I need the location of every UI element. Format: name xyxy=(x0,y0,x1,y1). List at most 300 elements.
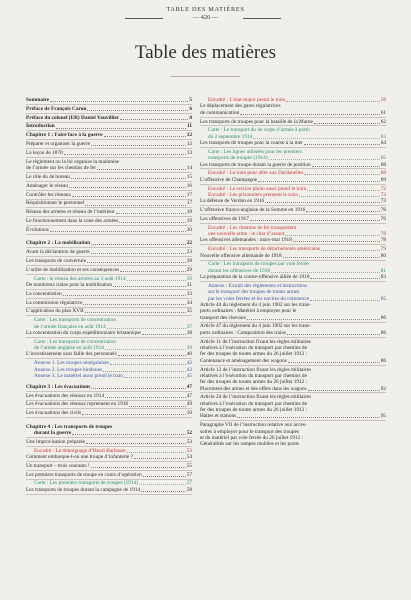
dot-leader xyxy=(283,257,380,258)
toc-entry-title: Réseau des armées et réseau de l’intérieur xyxy=(26,209,115,216)
dot-leader xyxy=(97,169,186,170)
toc-entry-title: La leçon de 1870 xyxy=(26,149,63,156)
dot-leader xyxy=(91,145,186,146)
toc-entry xyxy=(200,216,386,222)
toc-entry-page: 58 xyxy=(186,486,192,493)
toc-entry-page: 81 xyxy=(380,267,386,274)
entry-rule xyxy=(26,358,192,359)
toc-entry-page: 37 xyxy=(186,323,192,330)
toc-entry-page: 6 xyxy=(189,105,192,112)
dot-leader xyxy=(85,312,186,313)
toc-entry-page: 80 xyxy=(380,252,386,259)
dot-leader xyxy=(258,181,380,182)
toc-entry-title: Carte : Les premiers transports de troupes (1914) xyxy=(34,480,138,487)
toc-entry xyxy=(26,183,192,189)
toc-entry-page: 53 xyxy=(186,438,192,445)
toc-entry-page: 61 xyxy=(380,109,386,116)
toc-entry xyxy=(26,401,192,407)
entry-rule xyxy=(26,157,192,158)
entry-rule xyxy=(26,181,192,182)
toc-entry-title: Carte : Les transports de concentration xyxy=(34,317,116,324)
toc-entry-page: 69 xyxy=(380,176,386,183)
toc-entry-page: 68 xyxy=(380,161,386,168)
toc-entry xyxy=(200,162,386,168)
toc-entry-title: Généralités sur les rampes mobiles et les ponts xyxy=(200,441,299,448)
toc-entry-title: Paragraphe VII de l’instruction relative aux acces- xyxy=(200,422,307,429)
toc-entry-page: 63 xyxy=(380,133,386,140)
toc-entry-page: 73 xyxy=(380,198,386,205)
toc-entry-title: Article 24 de l’instruction fixant les règles militaires xyxy=(200,394,312,401)
toc-entry xyxy=(200,330,386,336)
toc-entry-page: 83 xyxy=(380,274,386,281)
toc-entry xyxy=(200,358,386,364)
toc-entry xyxy=(200,119,386,125)
toc-entry-page: 57 xyxy=(186,480,192,487)
entry-rule xyxy=(200,337,386,338)
toc-entry xyxy=(26,282,192,288)
entry-rule xyxy=(26,289,192,290)
toc-entry xyxy=(26,192,192,198)
toc-entry-page: 35 xyxy=(186,308,192,315)
toc-entry-page: 72 xyxy=(380,185,386,192)
toc-entry-title: Un transport – trois courants ! xyxy=(26,462,90,469)
dot-leader xyxy=(240,114,379,115)
toc-entry-title: durant les offensives de 1918 xyxy=(208,267,270,274)
entry-rule xyxy=(26,207,192,208)
toc-entry xyxy=(26,165,192,171)
dot-leader xyxy=(120,271,185,272)
toc-entry xyxy=(200,207,386,213)
toc-entry-title: sur le transport des troupes de toutes armes xyxy=(208,289,300,296)
dot-leader xyxy=(250,220,380,221)
toc-entry-title: Sommaire xyxy=(26,97,50,103)
toc-entry-title: L’investissement sans faille des personnels xyxy=(26,351,117,358)
dot-leader xyxy=(91,244,186,245)
page-number: — 420 — xyxy=(192,14,219,21)
toc-entry-title: Annexe : Extrait des règlements et instructions xyxy=(208,282,308,289)
entry-rule xyxy=(200,223,386,224)
toc-entry-title: Annexe 2. Les troupes hindoues xyxy=(34,366,103,373)
toc-entry xyxy=(26,308,192,314)
entry-rule xyxy=(200,281,386,282)
entry-rule xyxy=(200,117,386,118)
toc-entry xyxy=(26,393,192,399)
dot-leader xyxy=(85,205,185,206)
toc-entry-page: 86 xyxy=(380,314,386,321)
toc-entry-page: 52 xyxy=(186,429,192,436)
entry-rule xyxy=(26,148,192,149)
toc-entry xyxy=(26,439,192,445)
toc-entry-page: 38 xyxy=(186,329,192,336)
dot-leader xyxy=(120,119,188,120)
toc-entry-page: 43 xyxy=(186,366,192,373)
dot-leader xyxy=(118,355,186,356)
dot-leader xyxy=(50,231,186,232)
toc-entry xyxy=(26,300,192,306)
toc-entry-page: 31 xyxy=(186,281,192,288)
toc-entry-title: Aménager le réseau xyxy=(26,182,69,189)
dot-leader xyxy=(124,377,186,378)
toc-entry-page: 16 xyxy=(186,182,192,189)
toc-entry xyxy=(26,209,192,215)
entry-rule xyxy=(26,307,192,308)
toc-entry-title: de l’armée sur les chemins de fer xyxy=(26,165,97,172)
toc-left-column xyxy=(26,97,192,496)
toc-entry-title: Le règlement ou la loi organise la mainmise xyxy=(26,158,120,165)
dot-leader xyxy=(87,262,186,263)
toc-entry-title: Placement des armes et des effets dans les wagons xyxy=(200,385,307,392)
toc-entry-title: de l’armée française en août 1914 xyxy=(34,323,106,330)
toc-entry-page: 45 xyxy=(186,372,192,379)
toc-entry-title: Les offensives de 1917 xyxy=(200,215,249,222)
dot-leader xyxy=(127,280,186,281)
dot-leader xyxy=(104,136,186,137)
toc-entry-title: Article 11 de l’instruction fixant les règles militaires xyxy=(200,338,311,345)
toc-entry-title: Une improvisation préparée xyxy=(26,438,86,445)
toc-entry-page: 12 xyxy=(186,132,192,139)
entry-rule xyxy=(26,256,192,257)
toc-entry-title: Les transports de troupe durant la guerre de position xyxy=(200,161,311,168)
toc-entry xyxy=(26,487,192,493)
page-title: Table des matières xyxy=(134,42,277,63)
toc-entry-page: 8 xyxy=(189,114,192,121)
toc-entry-title: Carte : Le transport du 4e corps d’armée à partir xyxy=(208,127,311,134)
toc-entry-page: 64 xyxy=(380,140,386,147)
entry-rule xyxy=(200,147,386,148)
toc-entry xyxy=(26,218,192,224)
dot-leader xyxy=(304,144,380,145)
toc-entry xyxy=(200,253,386,259)
toc-entry-page: 33 xyxy=(186,290,192,297)
toc-entry-title: Annexe 1. Les troupes sénégalaises xyxy=(34,360,110,367)
toc-entry-title: L’application du plan XVII xyxy=(26,308,84,315)
entry-rule xyxy=(200,322,386,323)
entry-rule xyxy=(26,337,192,338)
toc-entry-title: Les évacuations des réseaux en 1914 xyxy=(26,392,105,399)
entry-rule xyxy=(26,190,192,191)
entry-rule xyxy=(200,125,386,126)
toc-entry xyxy=(200,198,386,204)
toc-entry-title: Les transports de troupes durant la campagne de 1914 xyxy=(26,486,141,493)
dot-leader xyxy=(307,190,379,191)
entry-rule xyxy=(26,494,192,495)
toc-entry-page: 29 xyxy=(186,266,192,273)
toc-entry xyxy=(26,472,192,478)
toc-entry-page: 58 xyxy=(380,97,386,103)
toc-entry-page: 53 xyxy=(186,447,192,454)
dot-leader xyxy=(142,334,186,335)
entry-rule xyxy=(26,199,192,200)
entry-rule xyxy=(26,408,192,409)
toc-entry-page: 86 xyxy=(380,357,386,364)
toc-entry-page: 92 xyxy=(380,385,386,392)
toc-entry-title: L’ordre de mobilisation et ses conséquences xyxy=(26,266,120,273)
toc-entry-title: De nombreux trains pour la mobilisation xyxy=(26,281,113,288)
toc-entry-title: Les transports de troupes pour la course à la mer xyxy=(200,140,303,147)
toc-entry-title: L’offensive franco-anglaise de la Somme en 1916 xyxy=(200,207,306,214)
dot-leader xyxy=(306,211,379,212)
toc-entry-page: 50 xyxy=(186,410,192,417)
toc-entry xyxy=(26,200,192,206)
dot-leader xyxy=(253,138,379,139)
toc-entry-title: relatives à l’exécution du transport par chemins de xyxy=(200,344,307,351)
toc-right-column xyxy=(200,97,386,448)
toc-entry xyxy=(200,274,386,280)
toc-entry-page: 57 xyxy=(186,471,192,478)
toc-entry xyxy=(200,177,386,183)
dot-leader xyxy=(113,286,186,287)
dot-leader xyxy=(299,196,380,197)
toc-entry-title: Carte : Les transports de concentration xyxy=(34,338,116,345)
entry-rule xyxy=(26,315,192,316)
entry-rule xyxy=(200,184,386,185)
entry-rule xyxy=(26,417,192,418)
toc-entry-title: Article 47 du règlement du 4 juin 1902 sur les trans- xyxy=(200,323,311,330)
entry-rule xyxy=(200,214,386,215)
dot-leader xyxy=(105,397,186,398)
dot-leader xyxy=(304,174,379,175)
toc-entry-title: Carte : le réseau des armées au 3 août 1914 xyxy=(34,275,126,282)
toc-entry-page: 47 xyxy=(186,383,192,390)
toc-entry-page: 76 xyxy=(380,207,386,214)
entry-rule xyxy=(26,130,192,131)
toc-entry-title: Encadré : Les chemins de fer transportent xyxy=(208,224,297,231)
toc-entry-page: 78 xyxy=(380,231,386,238)
toc-entry-title: Encadré : Les transports de détachements américains xyxy=(208,246,321,253)
toc-entry-title: fer des troupes de toutes armes du 26 juillet 1912 : xyxy=(200,407,308,414)
toc-entry xyxy=(200,110,386,116)
toc-entry-title: Article 44 du règlement du 4 juin 1902 sur les trans- xyxy=(200,301,311,308)
toc-entry-page: 12 xyxy=(186,141,192,148)
dot-leader xyxy=(286,101,379,102)
dot-leader xyxy=(141,491,186,492)
toc-entry-title: relatives à l’exécution du transport par chemins de xyxy=(200,400,307,407)
toc-entry-title: Encadré : Les prisonniers prennent le train xyxy=(208,191,299,198)
toc-entry xyxy=(26,97,192,103)
toc-entry xyxy=(26,454,192,460)
dot-leader xyxy=(285,235,380,236)
toc-entry-title: Encadré : L’état-major prend le train xyxy=(208,97,286,103)
toc-entry-page: 17 xyxy=(186,191,192,198)
toc-entry-page: 34 xyxy=(186,299,192,306)
dot-leader xyxy=(116,213,186,214)
dot-leader xyxy=(72,196,186,197)
toc-entry-title: transports de troupes (1914) xyxy=(208,155,268,162)
toc-entry-title: ports ordinaires : Composition des trains xyxy=(200,329,287,336)
entry-rule xyxy=(26,470,192,471)
toc-entry-title: Préface de François Caron xyxy=(26,105,87,112)
toc-entry-title: Réquisitionner le personnel xyxy=(26,200,85,207)
toc-entry-page: 5 xyxy=(189,97,192,103)
entry-rule xyxy=(26,446,192,447)
dot-leader xyxy=(134,458,186,459)
toc-entry-title: Introduction xyxy=(26,123,55,130)
toc-entry-title: L’offensive de Champagne xyxy=(200,176,258,183)
toc-entry-page: 68 xyxy=(380,170,386,177)
entry-rule xyxy=(26,391,192,392)
toc-entry-title: Les évacuations des civils xyxy=(26,410,82,417)
toc-entry-title: Encadré : Le témoignage d’Henri Barbusse xyxy=(34,447,126,454)
toc-entry-page: 19 xyxy=(186,218,192,225)
toc-entry-title: Chapitre 2 : La mobilisation xyxy=(26,240,91,247)
dot-leader xyxy=(83,304,185,305)
dot-leader xyxy=(247,319,380,320)
toc-entry-title: Les offensives allemandes : mars-mai 1918 xyxy=(200,237,292,244)
toc-entry-title: relatives à l’exécution du transport par chemins de xyxy=(200,372,307,379)
entry-rule xyxy=(26,139,192,140)
toc-entry-title: Les transports de troupes pour la bataille de la Marne xyxy=(200,118,313,125)
dot-leader xyxy=(91,467,186,468)
toc-entry-title: transport des chevaux xyxy=(200,314,247,321)
dot-leader xyxy=(143,476,186,477)
toc-entry-page: 28 xyxy=(186,257,192,264)
toc-entry-page: 86 xyxy=(380,329,386,336)
dot-leader xyxy=(91,253,186,254)
toc-entry xyxy=(200,413,386,419)
dot-leader xyxy=(107,328,186,329)
toc-entry xyxy=(200,237,386,243)
toc-entry-page: 76 xyxy=(380,215,386,222)
toc-entry-title: Encadré : La section photo aussi prend le train xyxy=(208,185,307,192)
toc-entry xyxy=(26,258,192,264)
toc-entry-page: 65 xyxy=(380,155,386,162)
toc-entry xyxy=(26,249,192,255)
toc-entry xyxy=(200,315,386,321)
entry-rule xyxy=(26,461,192,462)
toc-entry-title: par les voies ferrées et les navires du commerce xyxy=(208,295,310,302)
toc-entry-title: Carte : Les lignes utilisées pour les premiers xyxy=(208,148,302,155)
entry-rule xyxy=(26,298,192,299)
toc-entry-title: Annexe 3. Le matériel aussi prend le train xyxy=(34,372,123,379)
toc-entry-title: fer des troupes de toutes armes du 26 juillet 1912 : xyxy=(200,379,308,386)
entry-rule xyxy=(26,247,192,248)
dot-leader xyxy=(314,123,380,124)
toc-entry-title: Chapitre 1 : Faire face à la guerre xyxy=(26,132,103,139)
toc-entry-title: Préparer et organiser la guerre xyxy=(26,141,91,148)
toc-entry-title: fer des troupes de toutes armes du 26 juillet 1912 : xyxy=(200,351,308,358)
entry-rule xyxy=(200,420,386,421)
toc-entry-page: 47 xyxy=(186,392,192,399)
toc-entry-title: Encadré : Le train pour aller aux Dardanelles xyxy=(208,170,304,177)
entry-rule xyxy=(26,104,192,105)
dot-leader xyxy=(321,250,380,251)
dot-leader xyxy=(139,484,186,485)
dot-leader xyxy=(103,371,186,372)
toc-entry-title: Évolutions xyxy=(26,226,49,233)
toc-entry-title: Les premiers transports de troupe en cours d’opération xyxy=(26,471,142,478)
toc-entry-page: 14 xyxy=(186,165,192,172)
entry-rule xyxy=(26,265,192,266)
dot-leader xyxy=(69,187,186,188)
toc-entry-page: 54 xyxy=(186,453,192,460)
toc-entry xyxy=(26,267,192,273)
entry-rule xyxy=(26,274,192,275)
toc-entry-page: 79 xyxy=(380,246,386,253)
dot-leader xyxy=(265,202,380,203)
dot-leader xyxy=(312,166,380,167)
toc-entry-page: 42 xyxy=(186,360,192,367)
toc-entry xyxy=(26,351,192,357)
dot-leader xyxy=(50,101,188,102)
toc-entry-page: 55 xyxy=(186,462,192,469)
toc-entry xyxy=(26,291,192,297)
dot-leader xyxy=(288,362,380,363)
dot-leader xyxy=(127,452,186,453)
toc-entry xyxy=(26,227,192,233)
entry-rule xyxy=(26,172,192,173)
dot-leader xyxy=(269,159,380,160)
toc-entry-page: 95 xyxy=(380,413,386,420)
toc-entry-title: Les transports de couverture xyxy=(26,257,87,264)
toc-entry-page: 11 xyxy=(186,123,192,130)
dot-leader xyxy=(110,364,186,365)
entry-rule xyxy=(26,113,192,114)
toc-entry xyxy=(26,132,192,138)
dot-leader xyxy=(64,154,186,155)
toc-entry-title: une nouvelle arme : le char d’assaut xyxy=(208,231,285,238)
toc-entry xyxy=(26,330,192,336)
toc-entry-page: 78 xyxy=(380,237,386,244)
toc-entry-title: Le déplacement des gares régulatrices xyxy=(200,103,281,110)
toc-entry-page: 39 xyxy=(186,345,192,352)
toc-entry-title: La concentration du corps expéditionnaire britannique xyxy=(26,329,141,336)
toc-entry-title: de l’armée anglaise en août 1914 xyxy=(34,345,104,352)
toc-entry-page: 22 xyxy=(186,240,192,247)
toc-entry-title: Avant la déclaration de guerre xyxy=(26,249,90,256)
entry-rule xyxy=(26,234,192,235)
toc-entry-title: Le rôle du 4e bureau xyxy=(26,173,70,180)
entry-rule xyxy=(200,244,386,245)
toc-entry xyxy=(26,240,192,246)
entry-rule xyxy=(200,168,386,169)
toc-entry xyxy=(200,140,386,146)
toc-entry-title: du 2 septembre 1914 xyxy=(208,133,253,140)
toc-entry-title: Contrôler les réseaux xyxy=(26,191,72,198)
toc-entry xyxy=(26,141,192,147)
toc-entry-title: Haltes et stations xyxy=(200,413,237,420)
toc-entry-title: Chapitre 4 : Les transports de troupes xyxy=(26,423,113,430)
toc-entry xyxy=(26,463,192,469)
dot-leader xyxy=(91,388,185,389)
toc-entry xyxy=(26,150,192,156)
toc-entry-title: de communication xyxy=(200,109,240,116)
toc-entry-title: La concentration xyxy=(26,290,62,297)
toc-entry-title: Chapitre 3 : Les évacuations xyxy=(26,383,91,390)
dot-leader xyxy=(119,222,185,223)
dot-leader xyxy=(271,272,380,273)
toc-entry-page: 49 xyxy=(186,401,192,408)
toc-entry-title: La défense de Verdun en 1916 xyxy=(200,198,265,205)
toc-entry-title: Préface du colonel (ER) Daniel Vauvillier xyxy=(26,114,120,121)
dot-leader xyxy=(310,300,380,301)
toc-entry xyxy=(26,430,192,436)
toc-entry-title: Nouvelle offensive allemande de 1918 xyxy=(200,252,282,259)
dot-leader xyxy=(287,334,380,335)
toc-entry-page: 17 xyxy=(186,200,192,207)
toc-entry-page: 85 xyxy=(380,295,386,302)
dot-leader xyxy=(237,417,380,418)
dot-leader xyxy=(56,128,186,129)
toc-entry-title: Contenance et aménagement des wagons xyxy=(200,357,287,364)
toc-entry-title: Les évacuations des réseaux reprennent en 1918 xyxy=(26,401,129,408)
toc-entry-title: durant la guerre xyxy=(34,429,72,436)
toc-entry-title: et du matériel par voie ferrée du 26 juillet 1912 : xyxy=(200,434,303,441)
toc-entry-title: soires à employer pour le transport des troupes xyxy=(200,428,299,435)
dot-leader xyxy=(293,241,380,242)
toc-entry-page: 29 xyxy=(186,275,192,282)
toc-entry xyxy=(26,115,192,121)
toc-entry-page: 15 xyxy=(186,173,192,180)
